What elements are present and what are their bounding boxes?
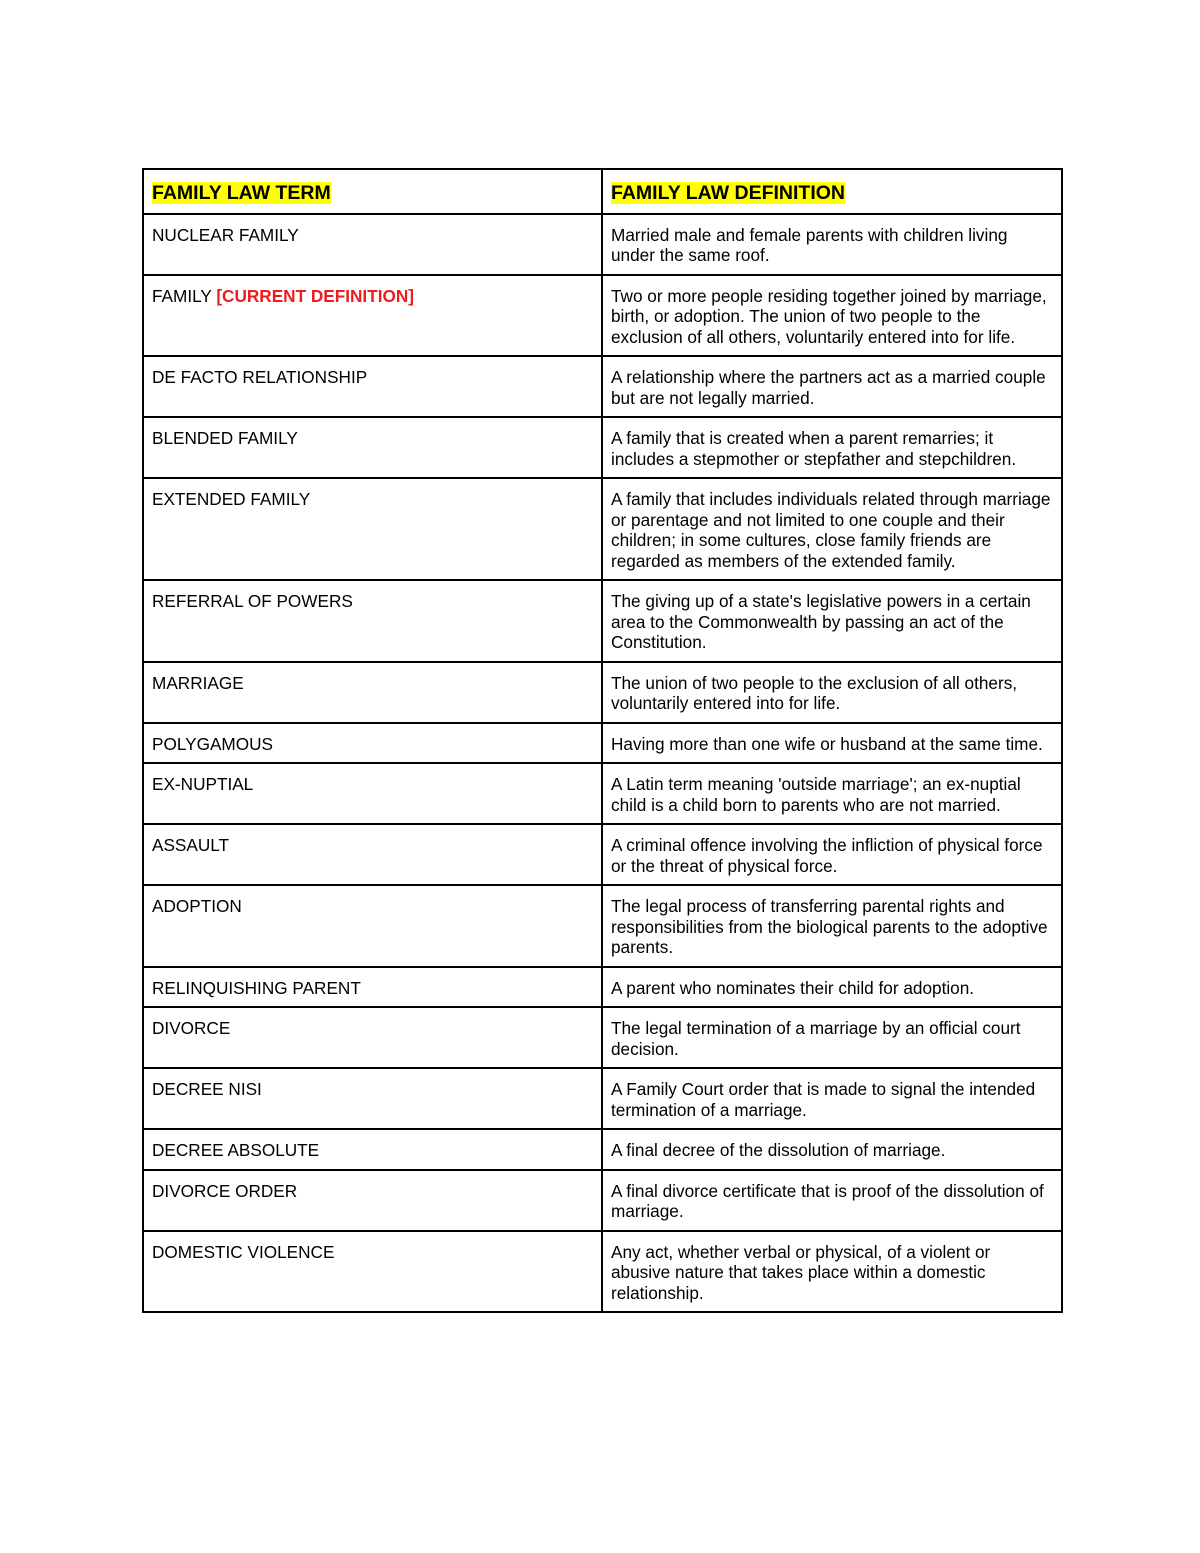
term-cell [143, 662, 602, 723]
definition-cell [602, 662, 1062, 723]
definition-cell [602, 763, 1062, 824]
definition-text: The union of two people to the exclusion of all others, voluntarily entered into for life. [611, 672, 1018, 713]
definition-text: Any act, whether verbal or physical, of a violent or abusive nature that takes place within a domestic relationship. [611, 1241, 991, 1303]
definition-text: The legal termination of a marriage by an official court decision. [611, 1018, 1021, 1059]
definition-text: Having more than one wife or husband at the same time. [611, 733, 1043, 754]
table-row [143, 1170, 1062, 1231]
term-cell [143, 214, 602, 275]
term-cell [143, 1068, 602, 1129]
definition-text: Married male and female parents with children living under the same roof. [611, 224, 1008, 265]
table-row [143, 417, 1062, 478]
term-text: POLYGAMOUS [152, 733, 273, 754]
definition-text: A relationship where the partners act as a married couple but are not legally married. [611, 367, 1046, 408]
definition-text: A Latin term meaning 'outside marriage'; an ex-nuptial child is a child born to parents who are not married. [611, 774, 1021, 815]
table-row [143, 1068, 1062, 1129]
definition-cell [602, 1129, 1062, 1170]
table-row [143, 723, 1062, 764]
family-law-glossary-table [142, 168, 1063, 1313]
definition-column-header [602, 169, 1062, 214]
term-cell [143, 1231, 602, 1313]
term-cell [143, 580, 602, 662]
term-cell [143, 356, 602, 417]
table-row [143, 1231, 1062, 1313]
term-text: EXTENDED FAMILY [152, 489, 311, 509]
definition-cell [602, 275, 1062, 357]
term-text: REFERRAL OF POWERS [152, 591, 353, 611]
table-row [143, 1129, 1062, 1170]
term-text: DE FACTO RELATIONSHIP [152, 367, 368, 387]
table-row [143, 356, 1062, 417]
table-row [143, 763, 1062, 824]
term-text: BLENDED FAMILY [152, 428, 298, 448]
term-text: ADOPTION [152, 896, 242, 916]
table-row [143, 580, 1062, 662]
term-text: ASSAULT [152, 835, 230, 855]
definition-text: A final decree of the dissolution of marriage. [611, 1140, 946, 1160]
table-row [143, 275, 1062, 357]
definition-text: A criminal offence involving the infliction of physical force or the threat of physical force. [611, 835, 1043, 876]
definition-text: A final divorce certificate that is proof of the dissolution of marriage. [611, 1180, 1044, 1221]
term-text: NUCLEAR FAMILY [152, 224, 299, 245]
term-text: MARRIAGE [152, 672, 244, 693]
term-cell [143, 417, 602, 478]
definition-cell [602, 1231, 1062, 1313]
table-row [143, 824, 1062, 885]
definition-cell [602, 723, 1062, 764]
definition-cell [602, 885, 1062, 967]
term-cell [143, 885, 602, 967]
current-definition-note: [CURRENT DEFINITION] [216, 285, 414, 306]
term-text: DECREE ABSOLUTE [152, 1140, 320, 1160]
definition-text: The legal process of transferring parental rights and responsibilities from the biological parents to the adoptive parents. [611, 896, 1048, 957]
definition-cell [602, 1007, 1062, 1068]
term-header-label: FAMILY LAW TERM [152, 182, 331, 204]
table-header-row [143, 169, 1062, 214]
term-cell [143, 1170, 602, 1231]
term-text: EX-NUPTIAL [152, 774, 254, 794]
term-cell [143, 478, 602, 580]
term-text: RELINQUISHING PARENT [152, 977, 361, 998]
definition-cell [602, 580, 1062, 662]
definition-text: A parent who nominates their child for adoption. [611, 977, 975, 998]
definition-cell [602, 356, 1062, 417]
term-text: DECREE NISI [152, 1079, 262, 1099]
table-row [143, 214, 1062, 275]
table-row [143, 1007, 1062, 1068]
definition-header-label: FAMILY LAW DEFINITION [611, 182, 846, 204]
term-cell [143, 275, 602, 357]
definition-text: Two or more people residing together joined by marriage, birth, or adoption. The union of two people to the exclusion of all others, voluntarily entered into for life. [611, 285, 1047, 347]
definition-cell [602, 1068, 1062, 1129]
definition-cell [602, 824, 1062, 885]
term-cell [143, 763, 602, 824]
table-body [143, 214, 1062, 1313]
definition-cell [602, 967, 1062, 1008]
term-cell [143, 967, 602, 1008]
term-cell [143, 723, 602, 764]
term-cell [143, 1007, 602, 1068]
term-column-header [143, 169, 602, 214]
definition-text: A Family Court order that is made to signal the intended termination of a marriage. [611, 1079, 1036, 1120]
term-text: DIVORCE ORDER [152, 1180, 298, 1201]
definition-cell [602, 214, 1062, 275]
term-text: DOMESTIC VIOLENCE [152, 1241, 335, 1262]
term-text: DIVORCE [152, 1018, 231, 1038]
table-row [143, 478, 1062, 580]
term-cell [143, 824, 602, 885]
definition-text: A family that includes individuals related through marriage or parentage and not limited to one couple and their children; in some cultures, close family friends are regarded as members of the extended family. [611, 489, 1051, 571]
definition-cell [602, 1170, 1062, 1231]
table-row [143, 967, 1062, 1008]
table-row [143, 885, 1062, 967]
definition-cell [602, 478, 1062, 580]
table-row [143, 662, 1062, 723]
definition-text: A family that is created when a parent remarries; it includes a stepmother or stepfather and stepchildren. [611, 428, 1017, 469]
definition-cell [602, 417, 1062, 478]
term-text: FAMILY [152, 285, 212, 306]
term-cell [143, 1129, 602, 1170]
definition-text: The giving up of a state's legislative powers in a certain area to the Commonwealth by passing an act of the Constitution. [611, 591, 1031, 652]
